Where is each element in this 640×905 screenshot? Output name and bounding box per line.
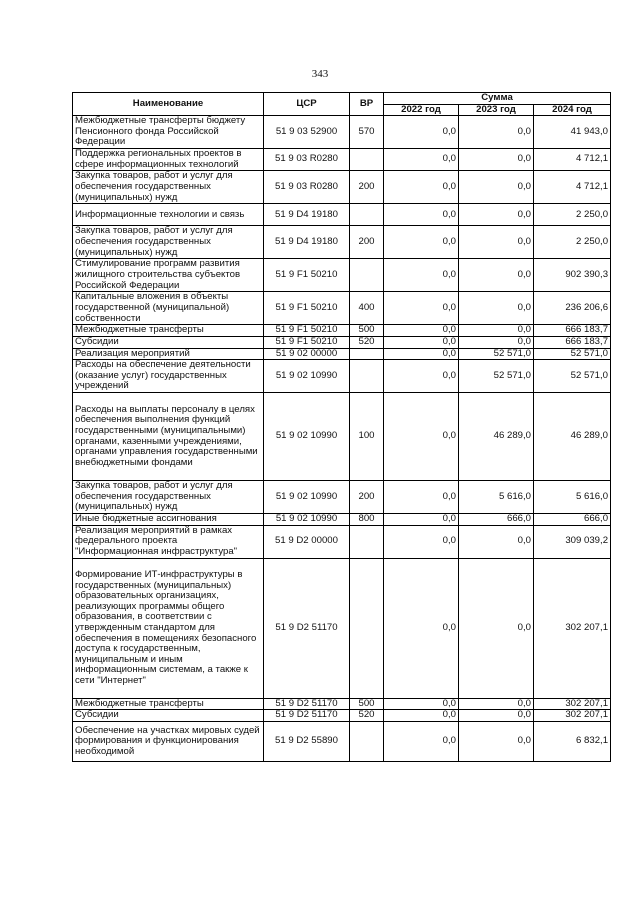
cell-2023: 52 571,0 (459, 348, 534, 360)
cell-2023: 0,0 (459, 336, 534, 348)
column-header-csr: ЦСР (264, 93, 350, 116)
cell-vr: 570 (350, 116, 384, 149)
cell-csr: 51 9 F1 50210 (264, 336, 350, 348)
table-row (73, 525, 611, 558)
cell-name: Формирование ИТ-инфраструктуры в государственных (муниципальных) образовательных организациях, реализующих программы общего образования, в соответствии с утвержденным стандартом для обеспечения в помещениях безопасного доступа к государственным, муниципальным и иным информационным системам, а также к сети "Интернет" (73, 558, 264, 698)
table-row (73, 514, 611, 526)
cell-2022: 0,0 (384, 514, 459, 526)
cell-2023: 0,0 (459, 226, 534, 259)
cell-vr (350, 525, 384, 558)
table-row (73, 204, 611, 226)
cell-vr (350, 348, 384, 360)
cell-2024: 236 206,6 (534, 292, 611, 325)
cell-vr: 520 (350, 336, 384, 348)
cell-2022: 0,0 (384, 710, 459, 722)
cell-2022: 0,0 (384, 336, 459, 348)
cell-2024: 52 571,0 (534, 360, 611, 393)
cell-csr: 51 9 D2 55890 (264, 721, 350, 761)
page-number: 343 (311, 68, 329, 80)
cell-vr (350, 721, 384, 761)
cell-vr: 800 (350, 514, 384, 526)
cell-name: Реализация мероприятий в рамках федерального проекта "Информационная инфраструктура" (73, 525, 264, 558)
cell-csr: 51 9 02 10990 (264, 514, 350, 526)
cell-csr: 51 9 D2 00000 (264, 525, 350, 558)
cell-2023: 0,0 (459, 698, 534, 710)
cell-name: Информационные технологии и связь (73, 204, 264, 226)
budget-table (72, 92, 611, 762)
table-row (73, 698, 611, 710)
cell-csr: 51 9 02 10990 (264, 393, 350, 481)
column-header-name: Наименование (73, 93, 264, 116)
cell-vr: 200 (350, 171, 384, 204)
cell-2023: 0,0 (459, 710, 534, 722)
cell-vr (350, 558, 384, 698)
cell-csr: 51 9 D2 51170 (264, 698, 350, 710)
cell-vr: 520 (350, 710, 384, 722)
cell-2024: 41 943,0 (534, 116, 611, 149)
cell-2022: 0,0 (384, 698, 459, 710)
cell-2023: 0,0 (459, 558, 534, 698)
cell-2023: 46 289,0 (459, 393, 534, 481)
cell-name: Закупка товаров, работ и услуг для обеспечения государственных (муниципальных) нужд (73, 171, 264, 204)
cell-2022: 0,0 (384, 481, 459, 514)
cell-2023: 0,0 (459, 525, 534, 558)
cell-2024: 666 183,7 (534, 325, 611, 337)
cell-2024: 666 183,7 (534, 336, 611, 348)
cell-2023: 0,0 (459, 259, 534, 292)
cell-vr: 400 (350, 292, 384, 325)
table-row (73, 348, 611, 360)
table-row (73, 259, 611, 292)
cell-csr: 51 9 D2 51170 (264, 710, 350, 722)
cell-2024: 52 571,0 (534, 348, 611, 360)
cell-vr: 500 (350, 325, 384, 337)
cell-name: Расходы на обеспечение деятельности (оказание услуг) государственных учреждений (73, 360, 264, 393)
table-row (73, 393, 611, 481)
column-header-sum: Сумма (384, 93, 611, 105)
cell-name: Межбюджетные трансферты (73, 325, 264, 337)
cell-2023: 0,0 (459, 721, 534, 761)
cell-2024: 302 207,1 (534, 558, 611, 698)
cell-2023: 0,0 (459, 171, 534, 204)
cell-vr: 500 (350, 698, 384, 710)
table-header (73, 93, 611, 116)
cell-csr: 51 9 02 10990 (264, 360, 350, 393)
column-header-2022: 2022 год (384, 104, 459, 116)
cell-2022: 0,0 (384, 292, 459, 325)
cell-2024: 4 712,1 (534, 171, 611, 204)
cell-csr: 51 9 F1 50210 (264, 292, 350, 325)
table-row (73, 360, 611, 393)
cell-name: Поддержка региональных проектов в сфере информационных технологий (73, 149, 264, 171)
table-row (73, 481, 611, 514)
cell-2024: 902 390,3 (534, 259, 611, 292)
cell-vr: 200 (350, 226, 384, 259)
cell-csr: 51 9 03 R0280 (264, 171, 350, 204)
cell-2024: 6 832,1 (534, 721, 611, 761)
cell-csr: 51 9 03 R0280 (264, 149, 350, 171)
cell-2024: 309 039,2 (534, 525, 611, 558)
table-row (73, 226, 611, 259)
cell-2024: 302 207,1 (534, 698, 611, 710)
cell-csr: 51 9 03 52900 (264, 116, 350, 149)
cell-2024: 302 207,1 (534, 710, 611, 722)
table-row (73, 171, 611, 204)
cell-2022: 0,0 (384, 116, 459, 149)
cell-vr: 100 (350, 393, 384, 481)
cell-name: Обеспечение на участках мировых судей формирования и функционирования необходимой (73, 721, 264, 761)
cell-vr (350, 259, 384, 292)
cell-name: Капитальные вложения в объекты государственной (муниципальной) собственности (73, 292, 264, 325)
cell-2022: 0,0 (384, 325, 459, 337)
column-header-2023: 2023 год (459, 104, 534, 116)
cell-2023: 0,0 (459, 325, 534, 337)
cell-2022: 0,0 (384, 393, 459, 481)
cell-2022: 0,0 (384, 226, 459, 259)
cell-2023: 0,0 (459, 292, 534, 325)
table-row (73, 710, 611, 722)
table-row (73, 336, 611, 348)
cell-csr: 51 9 F1 50210 (264, 259, 350, 292)
cell-2024: 2 250,0 (534, 226, 611, 259)
table-row (73, 116, 611, 149)
cell-2022: 0,0 (384, 348, 459, 360)
cell-name: Иные бюджетные ассигнования (73, 514, 264, 526)
column-header-2024: 2024 год (534, 104, 611, 116)
cell-csr: 51 9 02 00000 (264, 348, 350, 360)
cell-vr (350, 149, 384, 171)
cell-2023: 0,0 (459, 149, 534, 171)
cell-csr: 51 9 D4 19180 (264, 204, 350, 226)
cell-csr: 51 9 D4 19180 (264, 226, 350, 259)
cell-name: Закупка товаров, работ и услуг для обеспечения государственных (муниципальных) нужд (73, 481, 264, 514)
cell-2024: 46 289,0 (534, 393, 611, 481)
cell-name: Закупка товаров, работ и услуг для обеспечения государственных (муниципальных) нужд (73, 226, 264, 259)
cell-2023: 0,0 (459, 116, 534, 149)
cell-2024: 2 250,0 (534, 204, 611, 226)
cell-name: Субсидии (73, 710, 264, 722)
cell-2022: 0,0 (384, 558, 459, 698)
cell-2022: 0,0 (384, 204, 459, 226)
cell-2023: 5 616,0 (459, 481, 534, 514)
cell-vr (350, 204, 384, 226)
cell-name: Межбюджетные трансферты (73, 698, 264, 710)
cell-2024: 4 712,1 (534, 149, 611, 171)
cell-2023: 666,0 (459, 514, 534, 526)
cell-2022: 0,0 (384, 721, 459, 761)
cell-2022: 0,0 (384, 171, 459, 204)
table-row (73, 325, 611, 337)
table-row (73, 558, 611, 698)
cell-vr: 200 (350, 481, 384, 514)
cell-2022: 0,0 (384, 149, 459, 171)
cell-csr: 51 9 02 10990 (264, 481, 350, 514)
column-header-vr: ВР (350, 93, 384, 116)
cell-name: Субсидии (73, 336, 264, 348)
cell-name: Расходы на выплаты персоналу в целях обеспечения выполнения функций государственными (муниципальными) органами, казенными учреждениями, органами управления государственными внебюджетными фондами (73, 393, 264, 481)
cell-2022: 0,0 (384, 259, 459, 292)
table-body (73, 116, 611, 762)
table-row (73, 149, 611, 171)
cell-2024: 666,0 (534, 514, 611, 526)
cell-2022: 0,0 (384, 525, 459, 558)
cell-2023: 52 571,0 (459, 360, 534, 393)
table-row (73, 721, 611, 761)
cell-2024: 5 616,0 (534, 481, 611, 514)
table-row (73, 292, 611, 325)
cell-name: Реализация мероприятий (73, 348, 264, 360)
cell-2023: 0,0 (459, 204, 534, 226)
cell-name: Стимулирование программ развития жилищного строительства субъектов Российской Федерации (73, 259, 264, 292)
cell-csr: 51 9 D2 51170 (264, 558, 350, 698)
cell-name: Межбюджетные трансферты бюджету Пенсионного фонда Российской Федерации (73, 116, 264, 149)
cell-2022: 0,0 (384, 360, 459, 393)
cell-csr: 51 9 F1 50210 (264, 325, 350, 337)
cell-vr (350, 360, 384, 393)
